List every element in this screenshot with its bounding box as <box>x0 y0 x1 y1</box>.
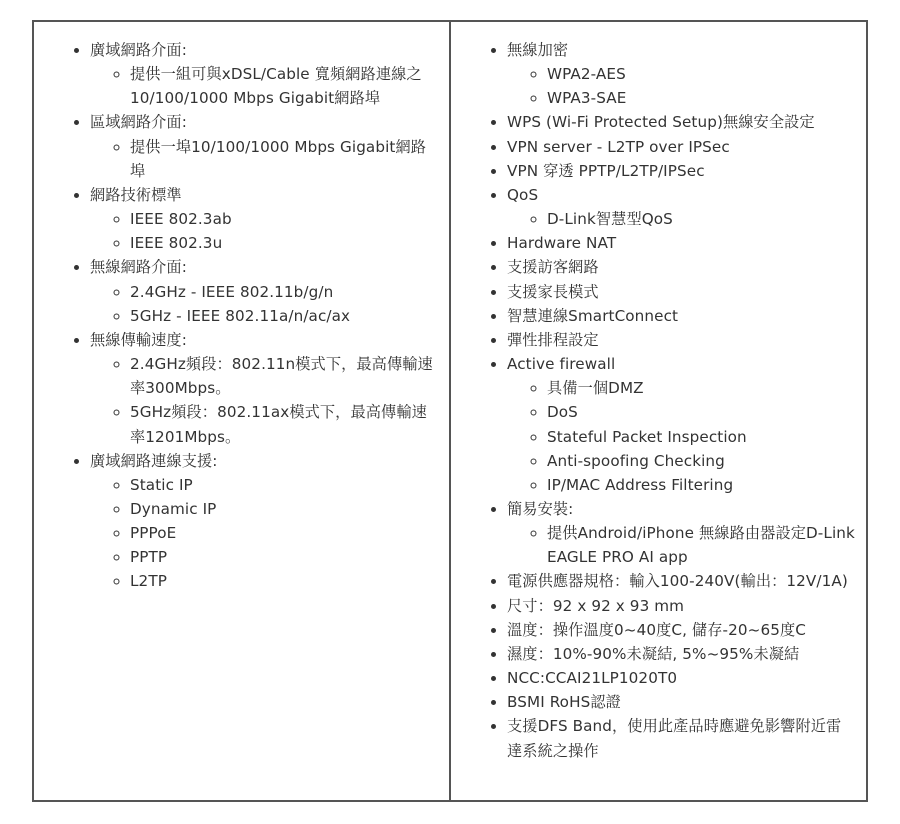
spec-item <box>507 666 856 690</box>
spec-item <box>90 255 441 327</box>
spec-subitem: ◦ WPA3-SAE <box>547 86 856 110</box>
right-spec-list <box>451 38 866 763</box>
spec-sublist <box>90 280 441 328</box>
spec-item-label: 無線傳輸速度: <box>90 330 187 349</box>
spec-item-label: 無線加密 <box>507 41 569 59</box>
spec-subitem: ◦ D-Link智慧型QoS <box>547 207 856 231</box>
spec-item-label: Hardware NAT <box>507 234 617 253</box>
spec-sublist <box>507 521 856 569</box>
spec-item-label: VPN 穿透 PPTP/L2TP/IPSec <box>507 161 705 180</box>
spec-sublist <box>90 473 441 594</box>
spec-item-label: 尺寸：92 x 92 x 93 mm <box>507 596 685 615</box>
spec-item <box>507 183 856 231</box>
spec-subitem: ◦ PPTP <box>130 545 441 569</box>
spec-item <box>507 159 856 183</box>
left-spec-list <box>34 38 449 594</box>
spec-item-label: 智慧連線SmartConnect <box>507 306 679 325</box>
spec-item-label: 支援家長模式 <box>507 282 599 301</box>
spec-item <box>507 110 856 134</box>
spec-item <box>507 642 856 666</box>
spec-item <box>507 690 856 714</box>
spec-subitem: ◦ 5GHz - IEEE 802.11a/n/ac/ax <box>130 304 441 328</box>
spec-subitem: ◦ 提供一組可與xDSL/Cable 寬頻網路連線之10/100/1000 Mbps Gigabit網路埠 <box>130 62 441 110</box>
spec-subitem: ◦ PPPoE <box>130 521 441 545</box>
spec-subitem: ◦ IEEE 802.3ab <box>130 207 441 231</box>
spec-item-label: 廣域網路介面: <box>90 41 187 59</box>
spec-item <box>507 569 856 593</box>
spec-item-label: 簡易安裝: <box>507 499 574 518</box>
spec-subitem: ◦ IEEE 802.3u <box>130 231 441 255</box>
spec-subitem: ◦ 2.4GHz - IEEE 802.11b/g/n <box>130 280 441 304</box>
spec-sublist <box>507 62 856 110</box>
spec-item-label: 支援DFS Band，使用此產品時應避免影響附近雷達系統之操作 <box>507 717 842 760</box>
spec-sublist <box>90 135 441 183</box>
spec-item <box>507 618 856 642</box>
spec-item-label: WPS (Wi-Fi Protected Setup)無線安全設定 <box>507 113 815 132</box>
spec-item <box>90 449 441 594</box>
spec-item-label: 支援訪客網路 <box>507 258 599 277</box>
spec-item-label: 無線網路介面: <box>90 258 187 277</box>
spec-subitem: ◦ WPA2-AES <box>547 62 856 86</box>
spec-item <box>90 38 441 110</box>
spec-subitem: ◦ 提供Android/iPhone 無線路由器設定D-Link EAGLE PRO AI app <box>547 521 856 569</box>
spec-item-label: 電源供應器規格：輸入100-240V(輸出：12V/1A) <box>507 572 848 591</box>
left-column <box>34 22 451 800</box>
spec-item <box>507 714 856 762</box>
spec-table <box>32 20 868 802</box>
spec-subitem: ◦ Static IP <box>130 473 441 497</box>
spec-item <box>507 497 856 569</box>
spec-item-label: 彈性排程設定 <box>507 330 599 349</box>
spec-subitem: ◦ 提供一埠10/100/1000 Mbps Gigabit網路埠 <box>130 135 441 183</box>
spec-subitem: ◦ Stateful Packet Inspection <box>547 425 856 449</box>
spec-subitem: ◦ Anti-spoofing Checking <box>547 449 856 473</box>
spec-item <box>90 110 441 182</box>
spec-subitem: ◦ DoS <box>547 400 856 424</box>
spec-item <box>507 231 856 255</box>
spec-sublist <box>507 376 856 497</box>
spec-item <box>507 594 856 618</box>
spec-item <box>507 304 856 328</box>
spec-subitem: ◦ 2.4GHz頻段：802.11n模式下，最高傳輸速率300Mbps。 <box>130 352 441 400</box>
spec-item-label: 網路技術標準 <box>90 185 182 204</box>
spec-item-label: NCC:CCAI21LP1020T0 <box>507 669 678 688</box>
spec-item-label: Active firewall <box>507 355 616 374</box>
spec-sublist <box>90 352 441 449</box>
spec-sublist <box>90 62 441 110</box>
spec-subitem: ◦ IP/MAC Address Filtering <box>547 473 856 497</box>
spec-item <box>90 328 441 449</box>
spec-item-label: 區域網路介面: <box>90 113 187 132</box>
spec-sublist <box>90 207 441 255</box>
spec-item <box>507 328 856 352</box>
spec-item-label: 濕度：10%-90%未凝結, 5%~95%未凝結 <box>507 644 800 663</box>
spec-sublist <box>507 207 856 231</box>
spec-item-label: QoS <box>507 185 539 204</box>
spec-item <box>507 38 856 110</box>
spec-item <box>90 183 441 255</box>
spec-item-label: BSMI RoHS認證 <box>507 693 621 712</box>
spec-subitem: ◦ Dynamic IP <box>130 497 441 521</box>
right-column <box>451 22 866 800</box>
spec-subitem: ◦ L2TP <box>130 569 441 593</box>
spec-item <box>507 280 856 304</box>
spec-item <box>507 135 856 159</box>
spec-item-label: VPN server - L2TP over IPSec <box>507 137 730 156</box>
spec-item <box>507 255 856 279</box>
spec-item-label: 溫度：操作溫度0~40度C, 儲存-20~65度C <box>507 620 806 639</box>
spec-item <box>507 352 856 497</box>
spec-subitem: ◦ 5GHz頻段：802.11ax模式下，最高傳輸速率1201Mbps。 <box>130 400 441 448</box>
spec-subitem: ◦ 具備一個DMZ <box>547 376 856 400</box>
spec-item-label: 廣域網路連線支援: <box>90 451 218 470</box>
